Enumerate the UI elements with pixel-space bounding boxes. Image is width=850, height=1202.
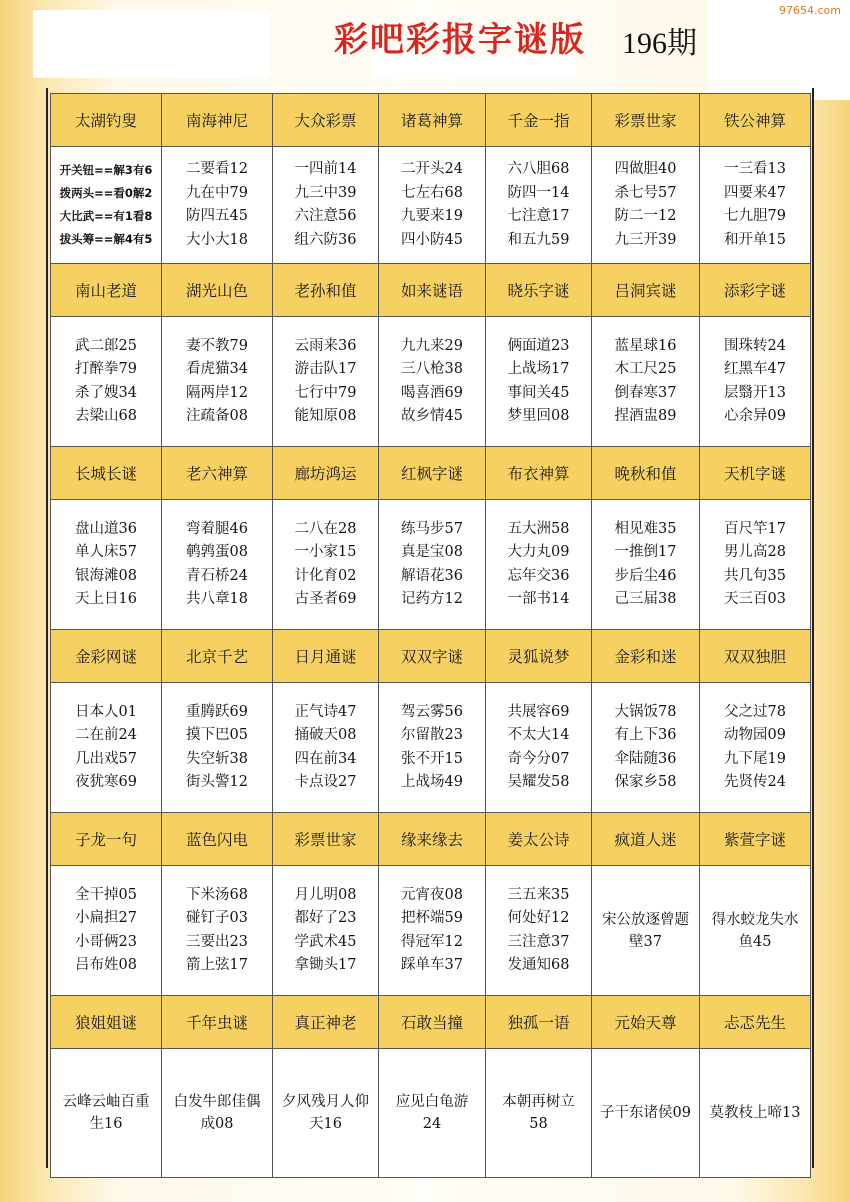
riddle-line: 动物园09 (724, 727, 786, 743)
column-title: 吕洞宾谜 (592, 264, 700, 317)
column-title: 添彩字谜 (700, 264, 811, 317)
riddle-line: 七注意17 (507, 208, 570, 224)
riddle-line: 白发牛郎佳偶成08 (173, 1094, 261, 1132)
riddle-line: 共几句35 (724, 567, 786, 584)
riddle-line: 三五来35 (507, 886, 570, 903)
riddle-line: 云雨来36 (294, 337, 357, 354)
section-content-row (51, 1049, 811, 1178)
riddle-line: 防四五45 (186, 208, 248, 224)
riddle-line: 看虎猫34 (186, 361, 248, 377)
riddle-line: 去梁山68 (75, 408, 137, 424)
riddle-cell (51, 147, 162, 264)
riddle-line: 应见白龟游24 (395, 1094, 469, 1132)
riddle-line: 子干东诸侯09 (600, 1105, 691, 1121)
riddle-line: 夕风残月人仰天16 (282, 1094, 369, 1132)
riddle-line: 男儿高28 (724, 544, 786, 560)
issue-number: 196期 (622, 27, 697, 60)
column-title: 紫萱字谜 (700, 813, 811, 866)
riddle-line: 四要来47 (724, 184, 786, 201)
riddle-line: 摸下巴05 (186, 727, 248, 743)
riddle-cell (592, 500, 700, 630)
watermark: 97654.com (776, 4, 844, 17)
riddle-line: 古圣者69 (294, 591, 357, 607)
riddle-line: 妻不教79 (186, 337, 248, 354)
riddle-cell (486, 683, 592, 813)
riddle-line: 不太大14 (507, 727, 570, 743)
riddle-line: 和开单15 (724, 231, 786, 248)
riddle-line: 四做胆40 (614, 161, 677, 177)
riddle-cell (51, 317, 162, 447)
riddle-line: 和五九59 (507, 231, 570, 248)
section-content-row (51, 500, 811, 630)
column-title: 彩票世家 (592, 94, 700, 147)
column-title: 真正神老 (273, 996, 379, 1049)
riddle-line: 大锅饭78 (614, 703, 677, 720)
riddle-line: 捅破天08 (294, 727, 357, 743)
riddle-line: 围珠转24 (724, 337, 786, 354)
riddle-line: 开关钮==解3有6 (59, 163, 153, 177)
riddle-cell (51, 500, 162, 630)
column-title: 彩票世家 (273, 813, 379, 866)
riddle-line: 本朝再树立58 (502, 1094, 575, 1132)
column-title: 布衣神算 (486, 447, 592, 500)
riddle-line: 喝喜酒69 (401, 384, 463, 401)
riddle-cell (592, 683, 700, 813)
riddle-line: 月儿明08 (294, 886, 357, 903)
riddle-line: 共展容69 (507, 703, 570, 720)
riddle-line: 步后尘46 (614, 567, 677, 584)
riddle-cell (700, 500, 811, 630)
section-content-row (51, 866, 811, 996)
section-header-row (51, 94, 811, 147)
riddle-line: 银海滩08 (75, 567, 137, 584)
riddle-line: 上战场49 (401, 774, 463, 790)
riddle-line: 练马步57 (401, 520, 463, 537)
riddle-cell (162, 866, 273, 996)
column-title: 老六神算 (162, 447, 273, 500)
riddle-line: 得水蛟龙失水鱼45 (711, 911, 799, 950)
riddle-line: 单人床57 (75, 544, 137, 560)
riddle-line: 奇今分07 (507, 750, 570, 767)
riddle-line: 九三开39 (614, 231, 677, 248)
riddle-line: 记药方12 (401, 591, 463, 607)
riddle-line: 九三中39 (294, 184, 357, 201)
riddle-line: 下米汤68 (186, 886, 248, 903)
riddle-cell (379, 317, 486, 447)
column-title: 老孙和值 (273, 264, 379, 317)
riddle-line: 学武术45 (294, 933, 357, 950)
riddle-line: 七行中79 (294, 384, 357, 401)
riddle-line: 组六防36 (294, 231, 357, 248)
column-title: 狼姐姐谜 (51, 996, 162, 1049)
column-title: 缘来缘去 (379, 813, 486, 866)
riddle-line: 杀七号57 (614, 184, 677, 201)
riddle-line: 驾云雾56 (401, 703, 463, 720)
column-title: 晓乐字谜 (486, 264, 592, 317)
riddle-cell (700, 866, 811, 996)
riddle-line: 小哥俩23 (75, 933, 137, 950)
riddle-line: 隔两岸12 (186, 384, 248, 401)
riddle-line: 真是宝08 (401, 544, 463, 560)
riddle-line: 卡点设27 (294, 774, 357, 790)
riddle-cell (486, 317, 592, 447)
riddle-line: 能知原08 (294, 408, 357, 424)
riddle-cell (162, 500, 273, 630)
section-content-row (51, 317, 811, 447)
riddle-line: 拔头筹==解4有5 (59, 232, 153, 246)
column-title: 诸葛神算 (379, 94, 486, 147)
riddle-line: 都好了23 (294, 910, 357, 926)
riddle-line: 有上下36 (614, 727, 677, 743)
riddle-cell (273, 147, 379, 264)
column-title: 如来谜语 (379, 264, 486, 317)
riddle-line: 夜犹寒69 (75, 774, 137, 790)
riddle-line: 武二郎25 (75, 337, 137, 354)
riddle-line: 小扁担27 (75, 910, 137, 926)
riddle-line: 父之过78 (724, 703, 786, 720)
riddle-line: 百尺竿17 (724, 520, 786, 537)
riddle-grid (50, 93, 811, 1178)
riddle-line: 打醉拳79 (75, 361, 137, 377)
riddle-line: 发通知68 (507, 957, 570, 973)
riddle-cell (486, 147, 592, 264)
column-title: 千金一指 (486, 94, 592, 147)
column-title: 大众彩票 (273, 94, 379, 147)
riddle-cell (51, 1049, 162, 1178)
column-title: 忐忑先生 (700, 996, 811, 1049)
riddle-cell (51, 683, 162, 813)
riddle-line: 四小防45 (401, 231, 463, 248)
riddle-line: 一推倒17 (614, 544, 677, 560)
riddle-line: 尔留散23 (401, 727, 463, 743)
riddle-cell (700, 317, 811, 447)
riddle-line: 俩面道23 (507, 337, 570, 354)
riddle-line: 拿锄头17 (294, 957, 357, 973)
riddle-line: 杀了嫂34 (75, 384, 137, 401)
section-header-row (51, 264, 811, 317)
riddle-line: 保家乡58 (614, 774, 677, 790)
column-title: 北京千艺 (162, 630, 273, 683)
riddle-line: 二在前24 (75, 727, 137, 743)
column-title: 灵狐说梦 (486, 630, 592, 683)
column-title: 红枫字谜 (379, 447, 486, 500)
riddle-line: 三要出23 (186, 933, 248, 950)
riddle-line: 相见难35 (614, 520, 677, 537)
riddle-line: 游击队17 (294, 361, 357, 377)
riddle-line: 吕布姓08 (75, 957, 137, 973)
riddle-line: 九下尾19 (724, 750, 786, 767)
riddle-line: 一三看13 (724, 161, 786, 177)
riddle-cell (273, 317, 379, 447)
riddle-line: 日本人01 (75, 703, 137, 720)
column-title: 湖光山色 (162, 264, 273, 317)
riddle-line: 几出戏57 (75, 750, 137, 767)
riddle-line: 二八在28 (294, 520, 357, 537)
column-title: 元始天尊 (592, 996, 700, 1049)
column-title: 子龙一句 (51, 813, 162, 866)
riddle-line: 蓝星球16 (614, 337, 677, 354)
column-title: 天机字谜 (700, 447, 811, 500)
riddle-line: 一四前14 (294, 161, 357, 177)
column-title: 金彩和迷 (592, 630, 700, 683)
riddle-line: 七左右68 (401, 184, 463, 201)
riddle-cell (273, 1049, 379, 1178)
riddle-line: 三注意37 (507, 933, 570, 950)
riddle-cell (51, 866, 162, 996)
riddle-line: 捏酒盅89 (614, 408, 677, 424)
riddle-line: 红黑车47 (724, 361, 786, 377)
riddle-line: 箭上弦17 (186, 957, 248, 973)
riddle-line: 一小家15 (294, 544, 357, 560)
riddle-line: 九要来19 (401, 208, 463, 224)
section-content-row (51, 147, 811, 264)
column-title: 千年虫谜 (162, 996, 273, 1049)
riddle-cell (592, 147, 700, 264)
riddle-line: 梦里回08 (507, 408, 570, 424)
column-title: 太湖钓叟 (51, 94, 162, 147)
riddle-line: 二要看12 (186, 161, 248, 177)
riddle-line: 一部书14 (507, 591, 570, 607)
section-content-row (51, 683, 811, 813)
column-title: 双双字谜 (379, 630, 486, 683)
riddle-line: 拨两头==看0解2 (59, 186, 153, 200)
column-title: 双双独胆 (700, 630, 811, 683)
riddle-cell (273, 500, 379, 630)
riddle-cell (162, 317, 273, 447)
riddle-line: 宋公放逐曾题壁37 (602, 911, 689, 950)
riddle-cell (162, 683, 273, 813)
column-title: 南山老道 (51, 264, 162, 317)
section-header-row (51, 813, 811, 866)
riddle-cell (379, 147, 486, 264)
column-title: 长城长谜 (51, 447, 162, 500)
riddle-line: 盘山道36 (75, 520, 137, 537)
riddle-cell (700, 147, 811, 264)
riddle-line: 张不开15 (401, 750, 463, 767)
section-header-row (51, 630, 811, 683)
column-title: 石敢当撞 (379, 996, 486, 1049)
column-title: 铁公神算 (700, 94, 811, 147)
riddle-line: 木工尺25 (614, 361, 677, 377)
riddle-line: 街头警12 (186, 774, 248, 790)
riddle-line: 七九胆79 (724, 208, 786, 224)
riddle-line: 五大洲58 (507, 520, 570, 537)
column-title: 日月通谜 (273, 630, 379, 683)
riddle-cell (700, 683, 811, 813)
riddle-line: 共八章18 (186, 591, 248, 607)
riddle-line: 四在前34 (294, 750, 357, 767)
section-header-row (51, 996, 811, 1049)
section-header-row (51, 447, 811, 500)
riddle-line: 己三届38 (614, 591, 677, 607)
riddle-line: 踩单车37 (401, 957, 463, 973)
riddle-cell (592, 866, 700, 996)
riddle-line: 大比武==有1看8 (59, 209, 153, 223)
riddle-line: 故乡情45 (401, 408, 463, 424)
column-title: 南海神尼 (162, 94, 273, 147)
riddle-line: 全干掉05 (75, 886, 137, 903)
riddle-line: 把杯端59 (401, 910, 463, 926)
riddle-line: 正气诗47 (294, 703, 357, 720)
riddle-cell (379, 866, 486, 996)
riddle-cell (273, 866, 379, 996)
riddle-line: 倒春寒37 (614, 384, 677, 401)
riddle-line: 注疏备08 (186, 408, 248, 424)
riddle-line: 三八枪38 (401, 361, 463, 377)
riddle-cell (592, 1049, 700, 1178)
riddle-cell (273, 683, 379, 813)
riddle-line: 忘年交36 (507, 567, 570, 584)
riddle-grid-body (51, 94, 811, 1178)
riddle-line: 九九来29 (401, 337, 463, 354)
riddle-line: 大力丸09 (507, 544, 570, 560)
riddle-line: 得冠军12 (401, 933, 463, 950)
riddle-line: 鹌鹑蛋08 (186, 544, 248, 560)
riddle-line: 心余异09 (724, 408, 786, 424)
column-title: 独孤一语 (486, 996, 592, 1049)
riddle-cell (379, 683, 486, 813)
riddle-line: 元宵夜08 (401, 886, 463, 903)
riddle-line: 层翳开13 (724, 384, 786, 401)
riddle-line: 莫教枝上啼13 (709, 1105, 801, 1121)
riddle-cell (486, 1049, 592, 1178)
riddle-line: 先贤传24 (724, 774, 786, 790)
column-title: 廊坊鸿运 (273, 447, 379, 500)
riddle-cell (592, 317, 700, 447)
riddle-line: 失空斩38 (186, 750, 248, 767)
riddle-cell (486, 866, 592, 996)
riddle-cell (379, 500, 486, 630)
header-blank-left (33, 10, 270, 78)
riddle-line: 防二一12 (614, 208, 677, 224)
column-title: 金彩网谜 (51, 630, 162, 683)
riddle-line: 伞陆随36 (614, 750, 677, 767)
column-title: 疯道人迷 (592, 813, 700, 866)
riddle-line: 云峰云岫百重生16 (62, 1094, 150, 1132)
riddle-line: 六注意56 (294, 208, 357, 224)
riddle-line: 何处好12 (507, 910, 570, 926)
riddle-line: 碰钉子03 (186, 910, 248, 926)
column-title: 蓝色闪电 (162, 813, 273, 866)
riddle-line: 六八胆68 (507, 161, 570, 177)
column-title: 晚秋和值 (592, 447, 700, 500)
riddle-cell (162, 1049, 273, 1178)
riddle-line: 上战场17 (507, 361, 570, 377)
riddle-line: 大小大18 (186, 231, 248, 248)
riddle-cell (379, 1049, 486, 1178)
riddle-line: 解语花36 (401, 567, 463, 584)
column-title: 姜太公诗 (486, 813, 592, 866)
riddle-line: 青石桥24 (186, 567, 248, 584)
riddle-line: 事间关45 (507, 384, 570, 401)
riddle-line: 二开头24 (401, 161, 463, 177)
riddle-line: 天上日16 (75, 591, 137, 607)
riddle-line: 九在中79 (186, 184, 248, 201)
riddle-line: 计化育02 (294, 567, 357, 584)
riddle-line: 防四一14 (507, 184, 570, 201)
riddle-line: 重腾跃69 (186, 703, 248, 720)
page-title: 彩吧彩报字谜版 (334, 20, 586, 60)
riddle-line: 吴耀发58 (507, 774, 570, 790)
riddle-line: 弯着腿46 (186, 520, 248, 537)
riddle-line: 天三百03 (724, 591, 786, 607)
riddle-cell (486, 500, 592, 630)
riddle-cell (162, 147, 273, 264)
riddle-cell (700, 1049, 811, 1178)
